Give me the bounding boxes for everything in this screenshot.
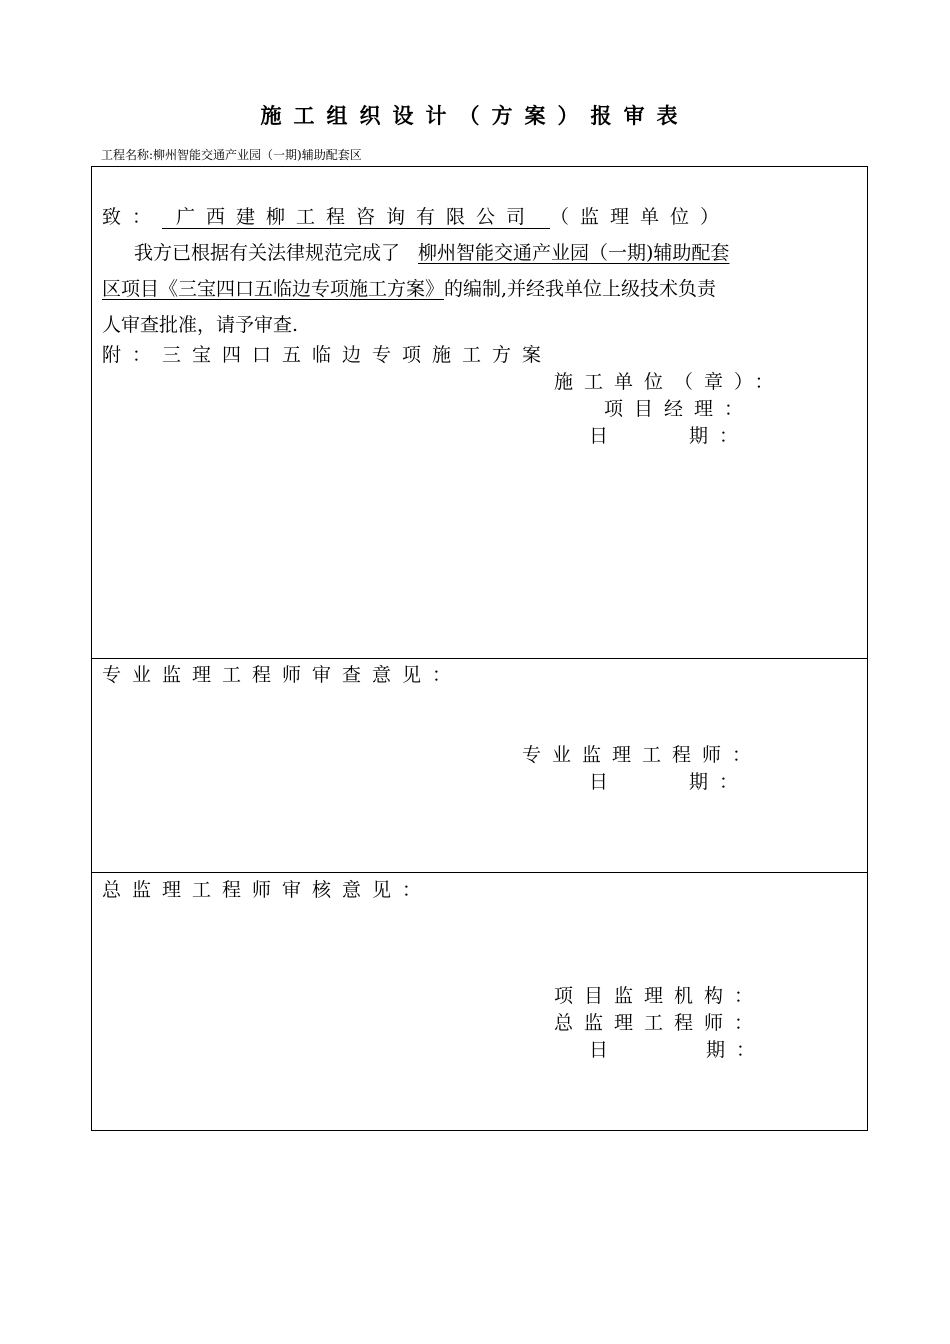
chief-review-heading: 总监理工程师审核意见：: [102, 879, 433, 901]
paragraph-tail-1: 的编制,并经我单位上级技术负责: [444, 278, 717, 300]
project-name-line: 工程名称:柳州智能交通产业园（一期)辅助配套区: [101, 148, 362, 162]
supervision-org-label: 项目监理机构：: [554, 985, 765, 1007]
page-title: 施工组织设计（方案）报审表: [260, 103, 690, 128]
paragraph-line-2: [102, 277, 716, 301]
paragraph-line-3: 人审查批准，请予审查.: [102, 314, 299, 336]
addressee-row: [102, 205, 730, 229]
project-manager-label: 项目经理：: [604, 398, 755, 420]
date-label-right: 期：: [706, 1039, 767, 1061]
date-label-left: 日: [589, 1039, 609, 1061]
date-label-left: 日: [589, 425, 609, 447]
contractor-seal-label: 施工单位（章）：: [554, 371, 785, 393]
paragraph-line-1: [134, 241, 729, 265]
date-label-right: 期：: [689, 425, 750, 447]
engineer-review-heading: 专业监理工程师审查意见：: [102, 664, 463, 686]
chief-engineer-label: 总监理工程师：: [554, 1012, 765, 1034]
paragraph-lead: 我方已根据有关法律规范完成了: [134, 242, 401, 264]
addressee-suffix: （监理单位）: [550, 206, 731, 228]
project-name-underlined-2: 区项目《三宝四口五临边专项施工方案》: [102, 278, 445, 300]
date-label-left: 日: [589, 771, 609, 793]
engineer-review-section: [91, 658, 868, 873]
supervision-unit-name: 广西建柳工程咨询有限公司: [162, 206, 550, 229]
professional-engineer-label: 专业监理工程师：: [522, 744, 763, 766]
project-name-underlined-1: 柳州智能交通产业园（一期)辅助配套: [418, 242, 730, 264]
date-label-right: 期：: [689, 771, 750, 793]
addressee-label: 致：: [102, 206, 163, 228]
submission-section: [91, 166, 868, 659]
attachment-line: 附：三宝四口五临边专项施工方案: [102, 344, 553, 366]
chief-review-section: [91, 872, 868, 1131]
